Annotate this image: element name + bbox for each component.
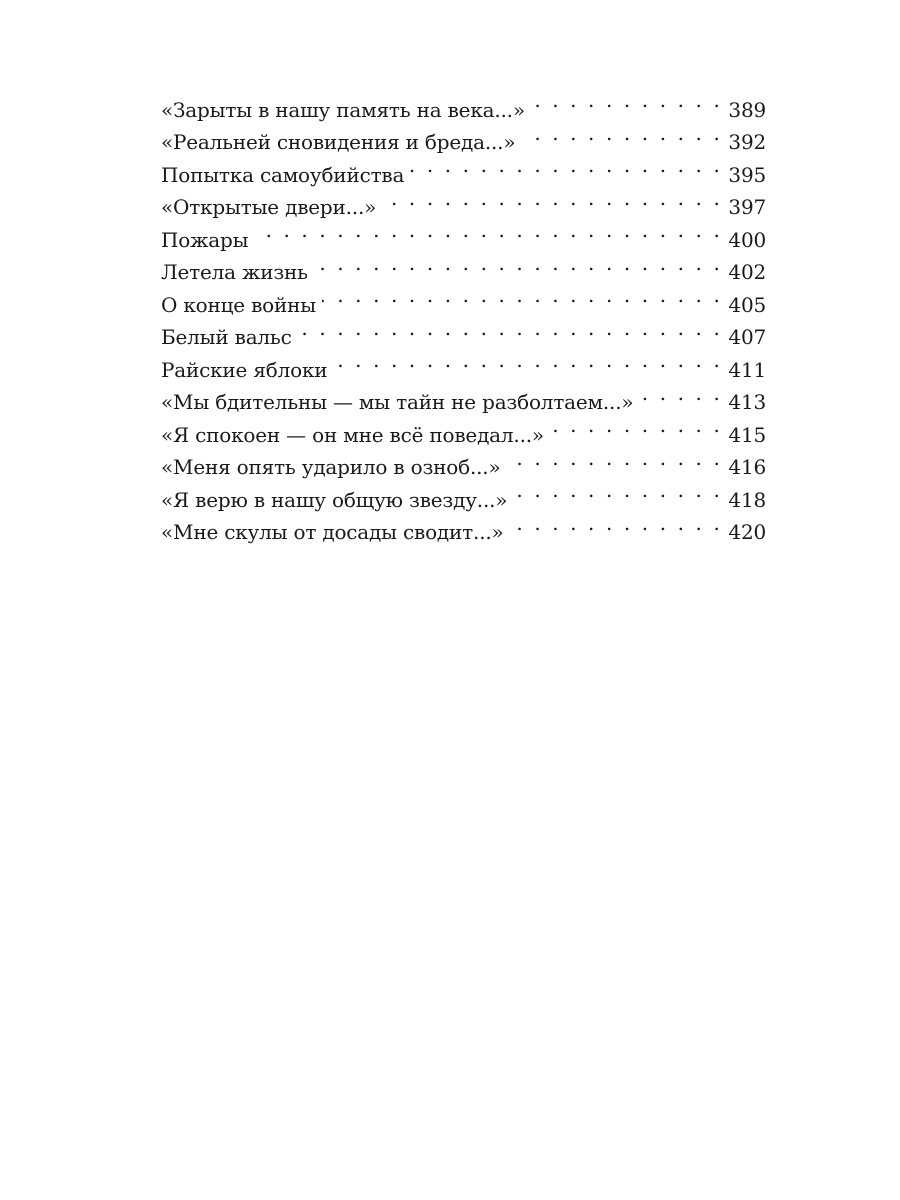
- dot-leader: [531, 84, 723, 117]
- toc-entry-page-number: 415: [728, 422, 766, 447]
- dot-leader: [333, 344, 722, 377]
- toc-entry-title: Райские яблоки: [161, 357, 328, 382]
- toc-entry-title: «Я спокоен — он мне всё поведал...»: [161, 422, 544, 447]
- toc-entry-title: «Мне скулы от досады сводит...»: [161, 520, 504, 544]
- toc-entry-page-number: 420: [728, 520, 766, 544]
- toc-entry-page-number: 418: [728, 487, 766, 512]
- toc-entry-title: «Мы бдительны — мы тайн не разболтаем...»: [161, 390, 634, 414]
- dot-leader: [639, 377, 722, 410]
- dot-leader: [322, 279, 722, 312]
- dot-leader: [510, 507, 723, 540]
- toc-entry-title: «Реальней сновидения и бреда...»: [161, 130, 516, 154]
- toc-entry-page-number: 395: [728, 162, 766, 187]
- toc-entry-page-number: 402: [728, 260, 766, 284]
- dot-leader: [506, 442, 722, 475]
- toc-entry-title: «Зарыты в нашу память на века...»: [161, 97, 525, 122]
- toc-entry-title: Белый вальс: [161, 325, 292, 349]
- dot-leader: [513, 474, 722, 507]
- toc-entry-page-number: 411: [728, 357, 766, 382]
- dot-leader: [410, 149, 722, 182]
- toc-entry: [161, 84, 766, 122]
- dot-leader: [298, 312, 723, 345]
- toc-entry-page-number: 405: [728, 292, 766, 317]
- table-of-contents: [161, 84, 766, 544]
- dot-leader: [254, 214, 722, 247]
- toc-entry-title: Летела жизнь: [161, 260, 308, 284]
- dot-leader: [382, 182, 722, 215]
- toc-entry-page-number: 389: [728, 97, 766, 122]
- toc-entry-page-number: 397: [728, 195, 766, 219]
- dot-leader: [550, 409, 722, 442]
- dot-leader: [314, 247, 723, 280]
- toc-entry-title: Пожары: [161, 227, 249, 252]
- toc-entry-title: О конце войны: [161, 292, 316, 317]
- toc-entry-title: «Открытые двери...»: [161, 195, 377, 219]
- toc-entry-page-number: 416: [728, 455, 766, 479]
- toc-entry-title: Попытка самоубийства: [161, 162, 405, 187]
- toc-entry-title: «Меня опять ударило в озноб...»: [161, 455, 501, 479]
- toc-entry-title: «Я верю в нашу общую звезду...»: [161, 487, 508, 512]
- dot-leader: [521, 117, 722, 150]
- toc-entry-page-number: 392: [728, 130, 766, 154]
- toc-entry-page-number: 407: [728, 325, 766, 349]
- toc-entry-page-number: 413: [728, 390, 766, 414]
- toc-entry-page-number: 400: [728, 227, 766, 252]
